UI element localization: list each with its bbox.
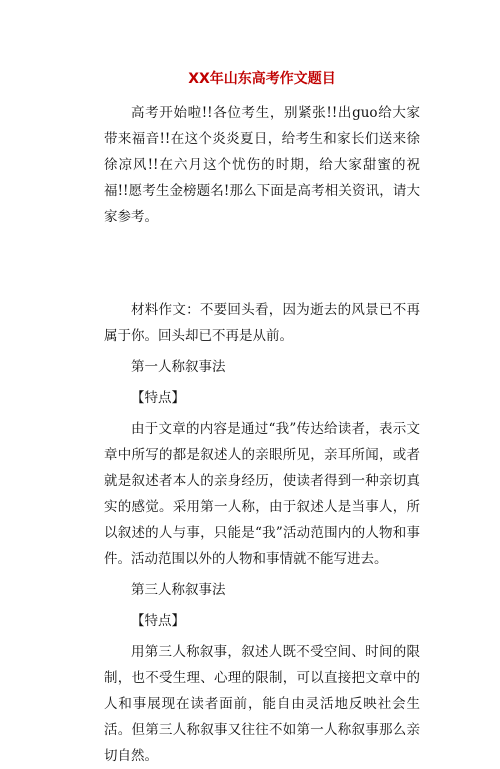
section1-heading: 第一人称叙事法 (131, 359, 226, 375)
spacer (104, 235, 420, 297)
section1-feature-label: 【特点】 (131, 390, 185, 406)
intro-paragraph: 高考开始啦!!各位考生，别紧张!!出guo给大家带来福音!!在这个炎炎夏日，给考生和家长们送来徐徐凉风!!在六月这个忧伤的时期，给大家甜蜜的祝福!!愿考生金榜题名!那么下面是高考相关资讯，请大家参考。 (104, 105, 420, 225)
section2-heading: 第三人称叙事法 (131, 582, 226, 598)
section2-feature-label: 【特点】 (131, 613, 185, 629)
section1-body: 由于文章的内容是通过“我”传达给读者，表示文章中所写的都是叙述人的亲眼所见，亲耳所闻，或者就是叙述者本人的亲身经历，使读者得到一种亲切真实的感觉。采用第一人称，由于叙述人是当事人，所以叙述的人与事，只能是“我”活动范围内的人物和事件。活动范围以外的人物和事情就不能写进去。 (104, 421, 420, 567)
material-paragraph: 材料作文：不要回头看，因为逝去的风景已不再属于你。回头却已不再是从前。 (104, 302, 420, 344)
section2-body: 用第三人称叙事，叙述人既不受空间、时间的限制，也不受生理、心理的限制，可以直接把文章中的人和事展现在读者面前，能自由灵活地反映社会生活。但第三人称叙事又往往不如第一人称叙事那么亲切自然。 (104, 644, 420, 764)
document-title: XX年山东高考作文题目 (188, 71, 336, 87)
